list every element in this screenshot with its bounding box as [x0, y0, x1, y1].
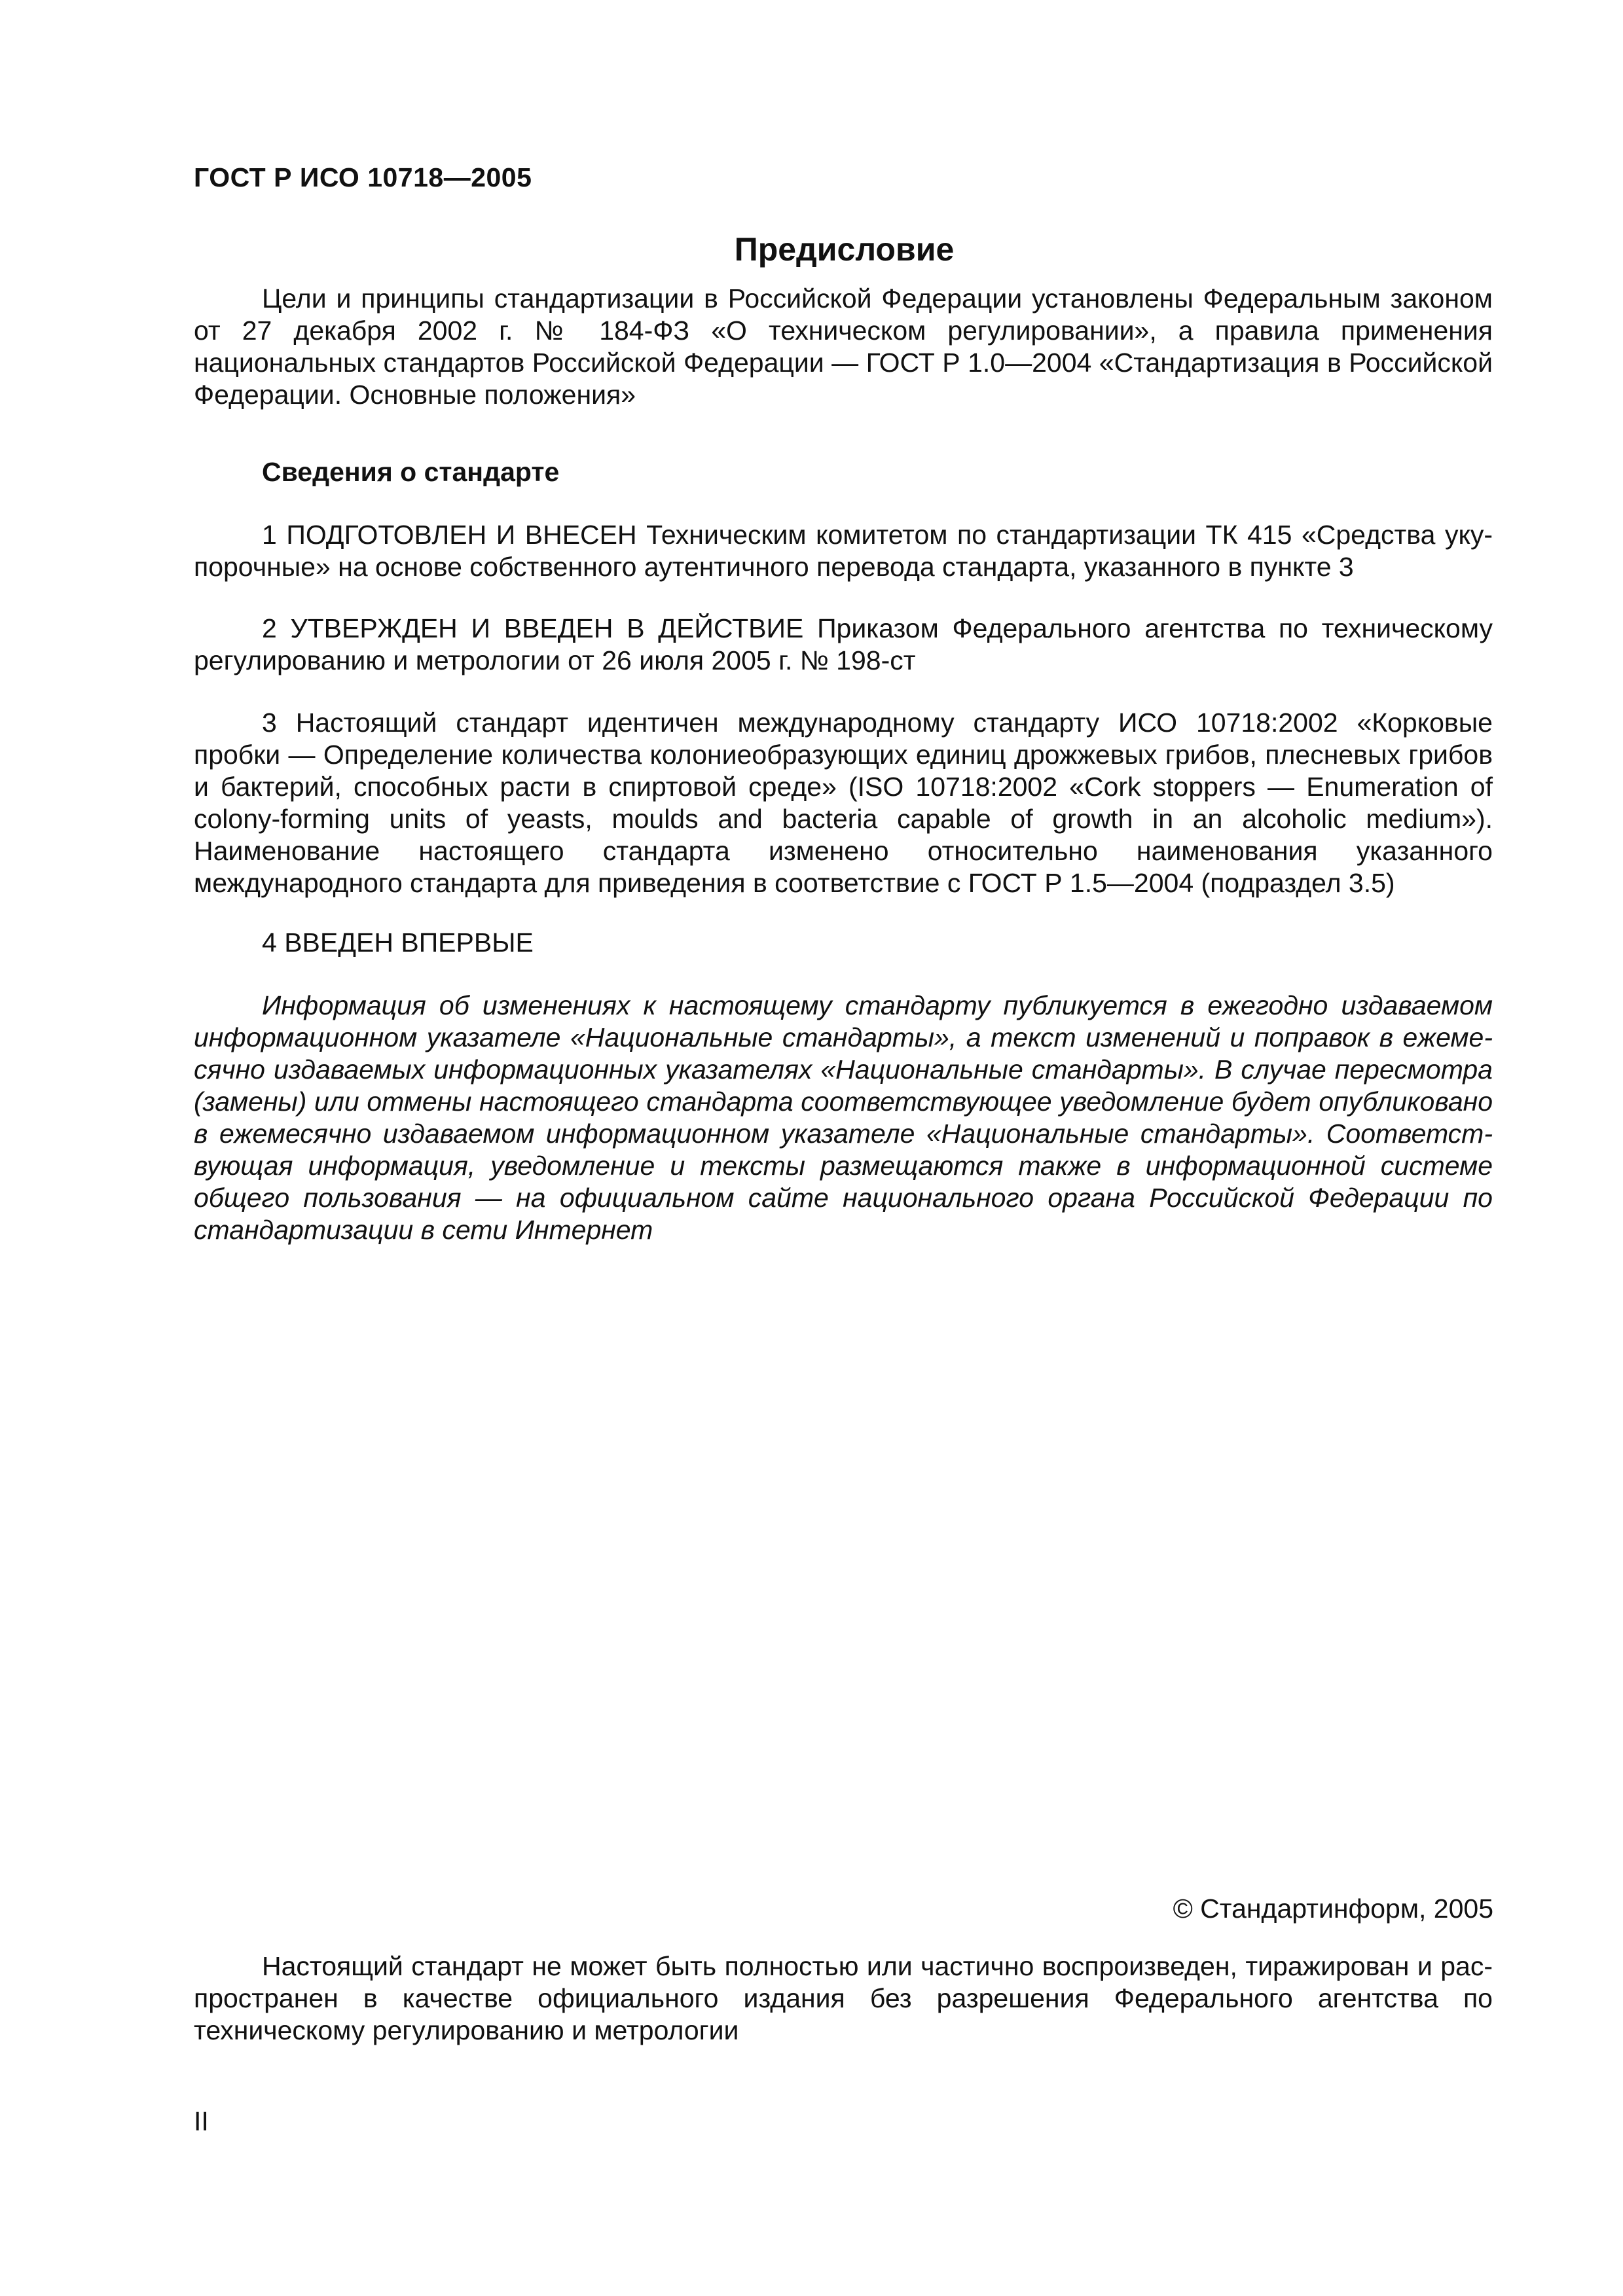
document-code: ГОСТ Р ИСО 10718—2005 [194, 162, 532, 192]
intro-paragraph: Цели и принципы стандартизации в Российской Федерации установлены Федеральным законом от 27 декабря 2002 г. № 184-ФЗ «О техническом регулировании», а правила применения национальных стандартов Российской Федерации — ГОСТ Р 1.0—2004 «Стандартизация в Российской Федерации. Основные положения» [194, 283, 1493, 410]
notice-paragraph: Информация об изменениях к настоящему стандарту публикуется в ежегодно издаваемом информационном указателе «Национальные стандарты», а текст изменений и поправок в ежемесячно издаваемых информационных указателях «Национальные стандарты». В случае пересмотра (замены) или отмены настоящего стандарта соответствующее уведомление будет опубликовано в ежемесячно издаваемом информационном указателе «Национальные стандарты». Соответствующая информация, уведомление и тексты размещаются также в информационной системе общего пользования — на официальном сайте национального органа Российской Федерации по стандартизации в сети Интернет [194, 990, 1493, 1245]
item-2-paragraph: 2 УТВЕРЖДЕН И ВВЕДЕН В ДЕЙСТВИЕ Приказом Федерального агентства по техническому регулированию и метрологии от 26 июля 2005 г. № 198-ст [194, 613, 1493, 675]
item-3-paragraph: 3 Настоящий стандарт идентичен международному стандарту ИСО 10718:2002 «Корковые пробки — Определение количества колониеобразующих единиц дрожжевых грибов, плесневых грибов и бактерий, способных расти в спиртовой среде» (ISO 10718:2002 «Cork stoppers — Enumeration of colony-forming units of yeasts, moulds and bacteria capable of growth in an alcoholic medium»). Наименование настоящего стандарта изменено относительно наименования указанного международного стандарта для приведения в соответствие с ГОСТ Р 1.5—2004 (подраздел 3.5) [194, 708, 1493, 898]
item-1-paragraph: 1 ПОДГОТОВЛЕН И ВНЕСЕН Техническим комитетом по стандартизации ТК 415 «Средства укупорочные» на основе собственного аутентичного перевода стандарта, указанного в пункте 3 [194, 520, 1493, 582]
item-4-paragraph: 4 ВВЕДЕН ВПЕРВЫЕ [262, 927, 534, 958]
page-title: Предисловие [734, 231, 955, 268]
copyright-line: © Стандартинформ, 2005 [1173, 1893, 1493, 1924]
reproduction-notice: Настоящий стандарт не может быть полностью или частично воспроизведен, тиражирован и распространен в качестве официального издания без разрешения Федерального агентства по техническому регулированию и метрологии [194, 1951, 1493, 2045]
section-heading: Сведения о стандарте [262, 457, 560, 487]
page-number: II [194, 2106, 209, 2136]
